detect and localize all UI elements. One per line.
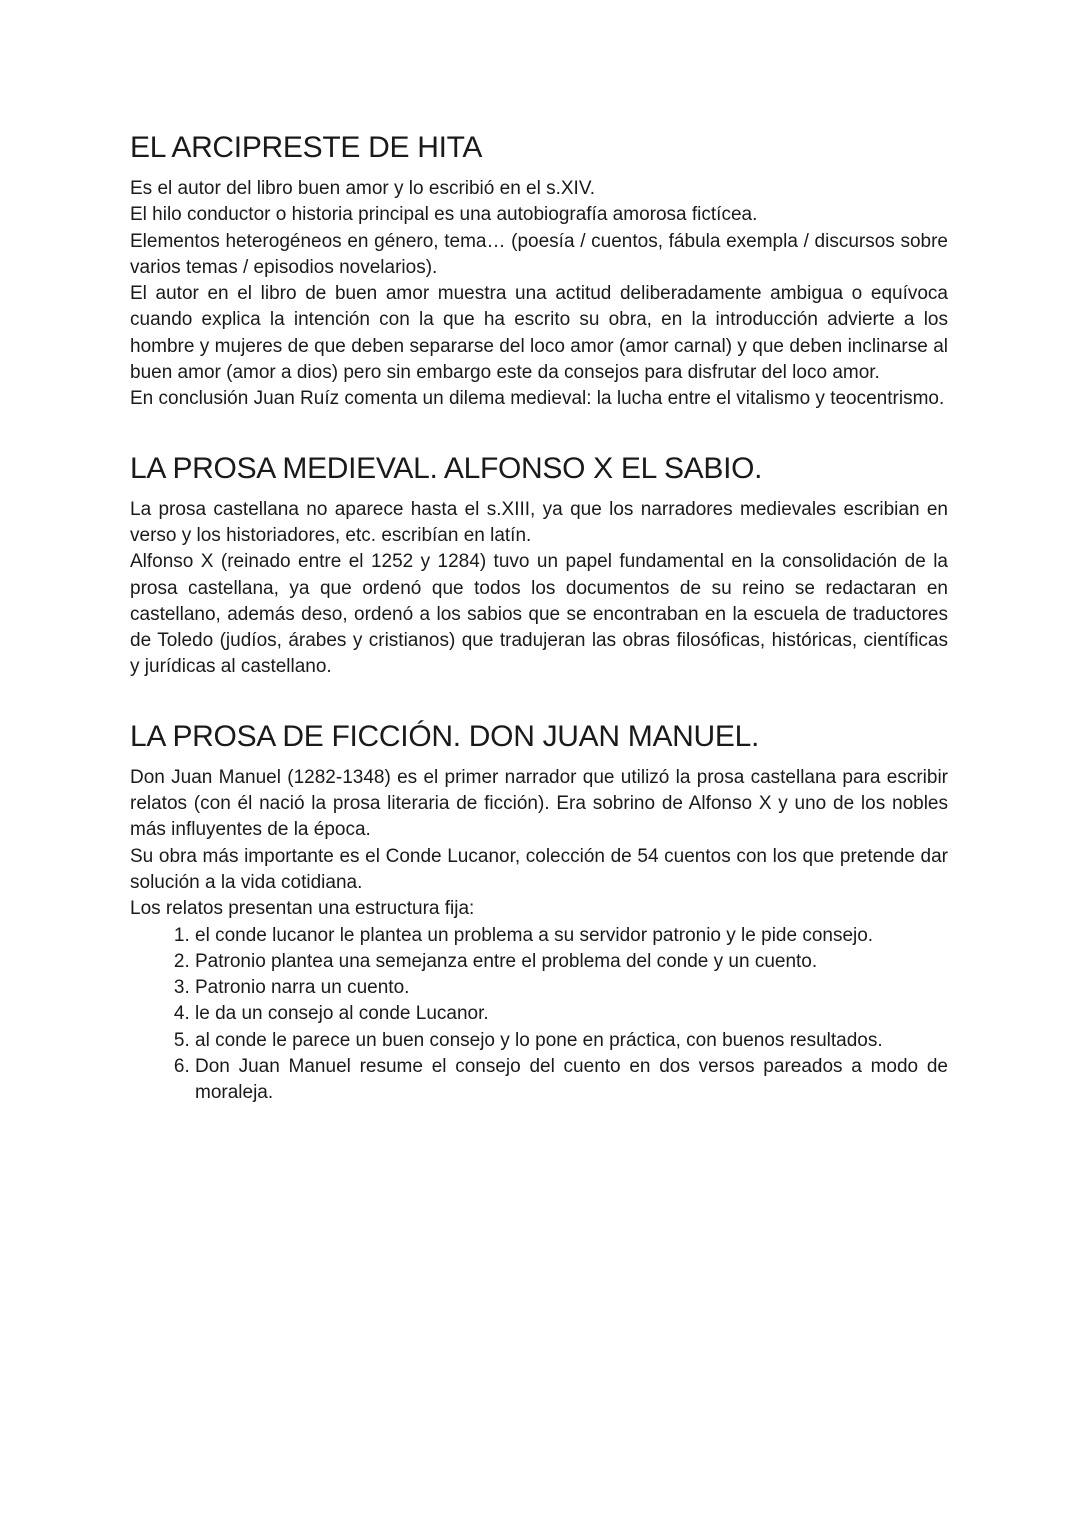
paragraph: Elementos heterogéneos en género, tema… (poesía / cuentos, fábula exempla / discursos sobre varios temas / episodios novelarios). xyxy=(130,230,948,278)
section-heading: LA PROSA DE FICCIÓN. DON JUAN MANUEL. xyxy=(130,719,760,753)
list-item: 6. Don Juan Manuel resume el consejo del cuento en dos versos pareados a modo de moraleja. xyxy=(195,1054,948,1107)
paragraph: La prosa castellana no aparece hasta el s.XIII, ya que los narradores medievales escribian en verso y los historiadores, etc. escribían en latín. xyxy=(130,498,948,546)
paragraph: Don Juan Manuel (1282-1348) es el primer narrador que utilizó la prosa castellana para escribir relatos (con él nació la prosa literaria de ficción). Era sobrino de Alfonso X y uno de los nobles más influyentes de la época. xyxy=(130,766,948,841)
section-heading: EL ARCIPRESTE DE HITA xyxy=(130,131,483,164)
list-item: 1. el conde lucanor le plantea un problema a su servidor patronio y le pide consejo. xyxy=(195,923,948,949)
list-item: 2. Patronio plantea una semejanza entre el problema del conde y un cuento. xyxy=(195,949,948,975)
paragraph: El hilo conductor o historia principal es una autobiografía amorosa fictícea. xyxy=(130,204,758,226)
paragraph: Alfonso X (reinado entre el 1252 y 1284) tuvo un papel fundamental en la consolidación de la prosa castellana, ya que ordenó que todos los documentos de su reino se redactaran en castellano, además deso, ordenó a los sabios que se encontraban en la escuela de traductores de Toledo (judíos, árabes y cristianos) que tradujeran las obras filosóficas, históricas, científicas y jurídicas al castellano. xyxy=(130,551,948,678)
paragraph: El autor en el libro de buen amor muestra una actitud deliberadamente ambigua o equívoca cuando explica la intención con la que ha escrito su obra, en la introducción advierte a los hombre y mujeres de que deben separarse del loco amor (amor carnal) y que deben inclinarse al buen amor (amor a dios) pero sin embargo este da consejos para disfrutar del loco amor. xyxy=(130,283,948,384)
list-item: 4. le da un consejo al conde Lucanor. xyxy=(195,1001,948,1027)
section-arcipreste xyxy=(130,128,948,413)
paragraph: Es el autor del libro buen amor y lo escribió en el s.XIV. xyxy=(130,178,596,199)
paragraph: Los relatos presentan una estructura fija: xyxy=(130,898,475,920)
section-prosa-medieval xyxy=(130,449,948,681)
section-heading: LA PROSA MEDIEVAL. ALFONSO X EL SABIO. xyxy=(130,451,763,485)
document-page xyxy=(130,128,948,1107)
list-item: 5. al conde le parece un buen consejo y lo pone en práctica, con buenos resultados. xyxy=(195,1028,948,1054)
section-prosa-ficcion xyxy=(130,717,948,1107)
list-item: 3. Patronio narra un cuento. xyxy=(195,975,948,1001)
paragraph: Su obra más importante es el Conde Lucanor, colección de 54 cuentos con los que pretende dar solución a la vida cotidiana. xyxy=(130,845,948,893)
paragraph: En conclusión Juan Ruíz comenta un dilema medieval: la lucha entre el vitalismo y teocentrismo. xyxy=(130,388,945,410)
structure-list xyxy=(130,923,948,1107)
